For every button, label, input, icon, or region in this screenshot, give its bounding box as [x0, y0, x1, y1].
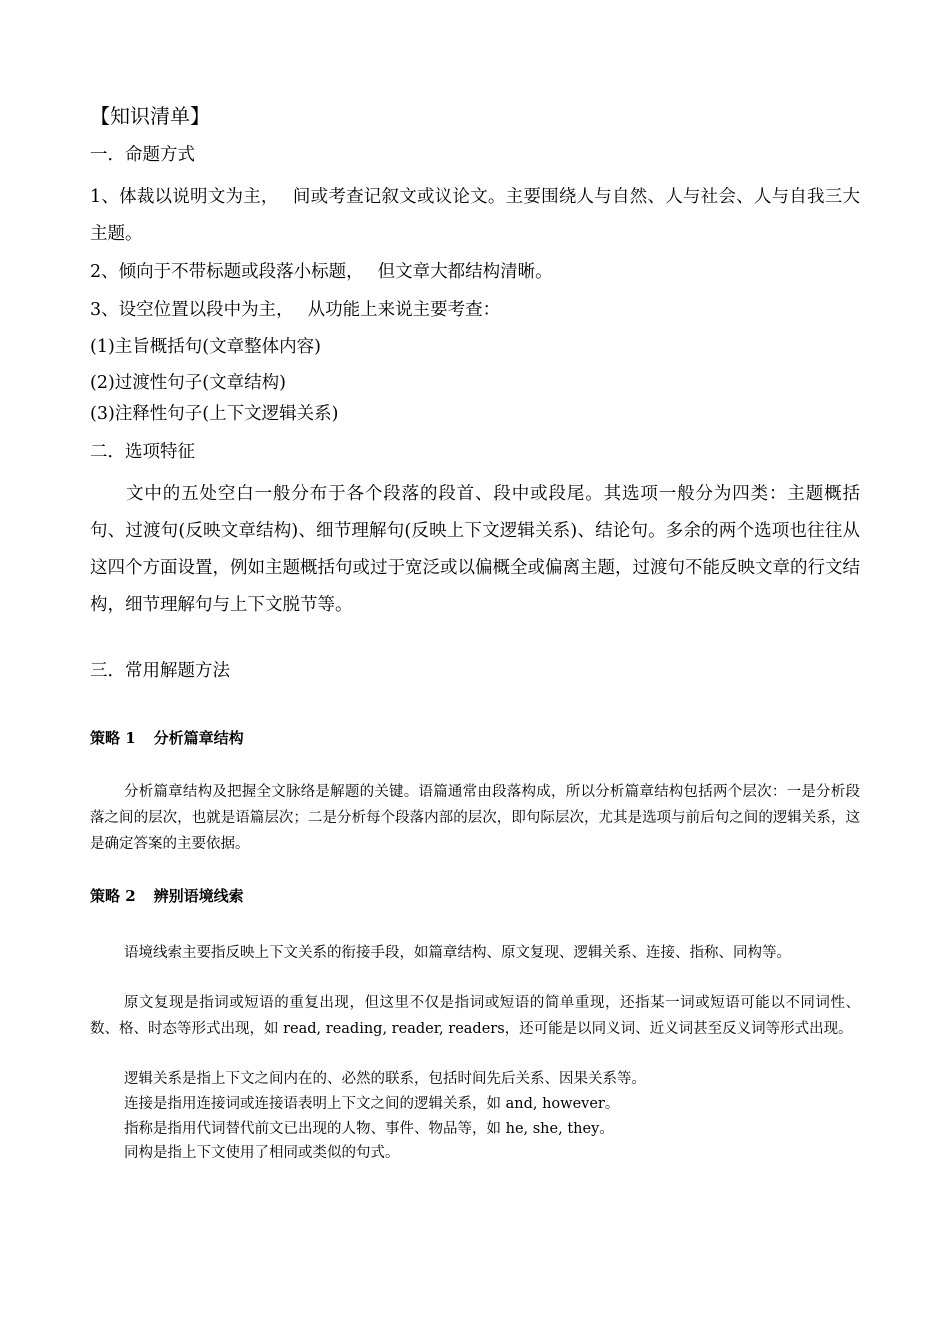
- section1-item-3: [90, 298, 500, 322]
- section1-heading: 一．命题方式: [90, 145, 195, 165]
- section2-paragraph: 文中的五处空白一般分布于各个段落的段首、段中或段尾。其选项一般分为四类：主题概括句、过渡句(反映文章结构)、细节理解句(反映上下文逻辑关系)、结论句。多余的两个选项也往往从这四个方面设置，例如主题概括句或过于宽泛或以偏概全或偏离主题，过渡句不能反映文章的行文结构，细节理解句与上下文脱节等。: [90, 484, 860, 615]
- item1-part-a: 1、体裁以说明文为主，: [90, 187, 279, 207]
- strategy2-paragraph-1: 语境线索主要指反映上下文关系的衔接手段，如篇章结构、原文复现、逻辑关系、连接、指称、同构等。: [124, 945, 791, 961]
- section1-item-2: [90, 260, 553, 284]
- section1-sub-3: (3)注释性句子(上下文逻辑关系): [90, 404, 339, 424]
- strategy1-label: 策略 1: [90, 729, 136, 747]
- section2-heading: 二．选项特征: [90, 442, 195, 462]
- strategy2-paragraph-4: 连接是指用连接词或连接语表明上下文之间的逻辑关系，如 and, however。: [124, 1096, 620, 1112]
- item1-part-b: 间或考查记叙文或议论文。主要围绕人与自然、人与社会、人与自我三大主题。: [90, 187, 860, 244]
- strategy1-heading: [90, 728, 244, 748]
- strategy2-title: 辨别语境线索: [153, 887, 244, 905]
- strategy2-heading: [90, 886, 244, 906]
- section1-sub-1: (1)主旨概括句(文章整体内容): [90, 337, 321, 357]
- strategy2-paragraph-2: 原文复现是指词或短语的重复出现，但这里不仅是指词或短语的简单重现，还指某一词或短语可能以不同词性、数、格、时态等形式出现，如 read, reading, reader, readers，还可能是以同义词、近义词甚至反义词等形式出现。: [90, 995, 860, 1037]
- strategy2-paragraph-6: 同构是指上下文使用了相同或类似的句式。: [124, 1145, 400, 1161]
- section1-sub-2: (2)过渡性句子(文章结构): [90, 373, 286, 393]
- strategy1-title: 分析篇章结构: [153, 729, 244, 747]
- item3-part-b: 从功能上来说主要考查：: [307, 300, 501, 320]
- section3-heading: 三．常用解题方法: [90, 661, 230, 681]
- page-title: 【知识清单】: [90, 104, 210, 128]
- item2-part-a: 2、倾向于不带标题或段落小标题，: [90, 262, 364, 282]
- section1-item-1: [90, 179, 860, 253]
- item2-part-b: 但文章大都结构清晰。: [377, 262, 553, 282]
- strategy2-label: 策略 2: [90, 887, 136, 905]
- strategy2-paragraph-3: 逻辑关系是指上下文之间内在的、必然的联系，包括时间先后关系、因果关系等。: [124, 1071, 646, 1087]
- item3-part-a: 3、设空位置以段中为主，: [90, 300, 294, 320]
- strategy1-paragraph: 分析篇章结构及把握全文脉络是解题的关键。语篇通常由段落构成，所以分析篇章结构包括两个层次：一是分析段落之间的层次，也就是语篇层次；二是分析每个段落内部的层次，即句际层次，尤其是选项与前后句之间的逻辑关系，这是确定答案的主要依据。: [90, 784, 860, 852]
- strategy2-paragraph-5: 指称是指用代词替代前文已出现的人物、事件、物品等，如 he, she, they。: [124, 1121, 614, 1137]
